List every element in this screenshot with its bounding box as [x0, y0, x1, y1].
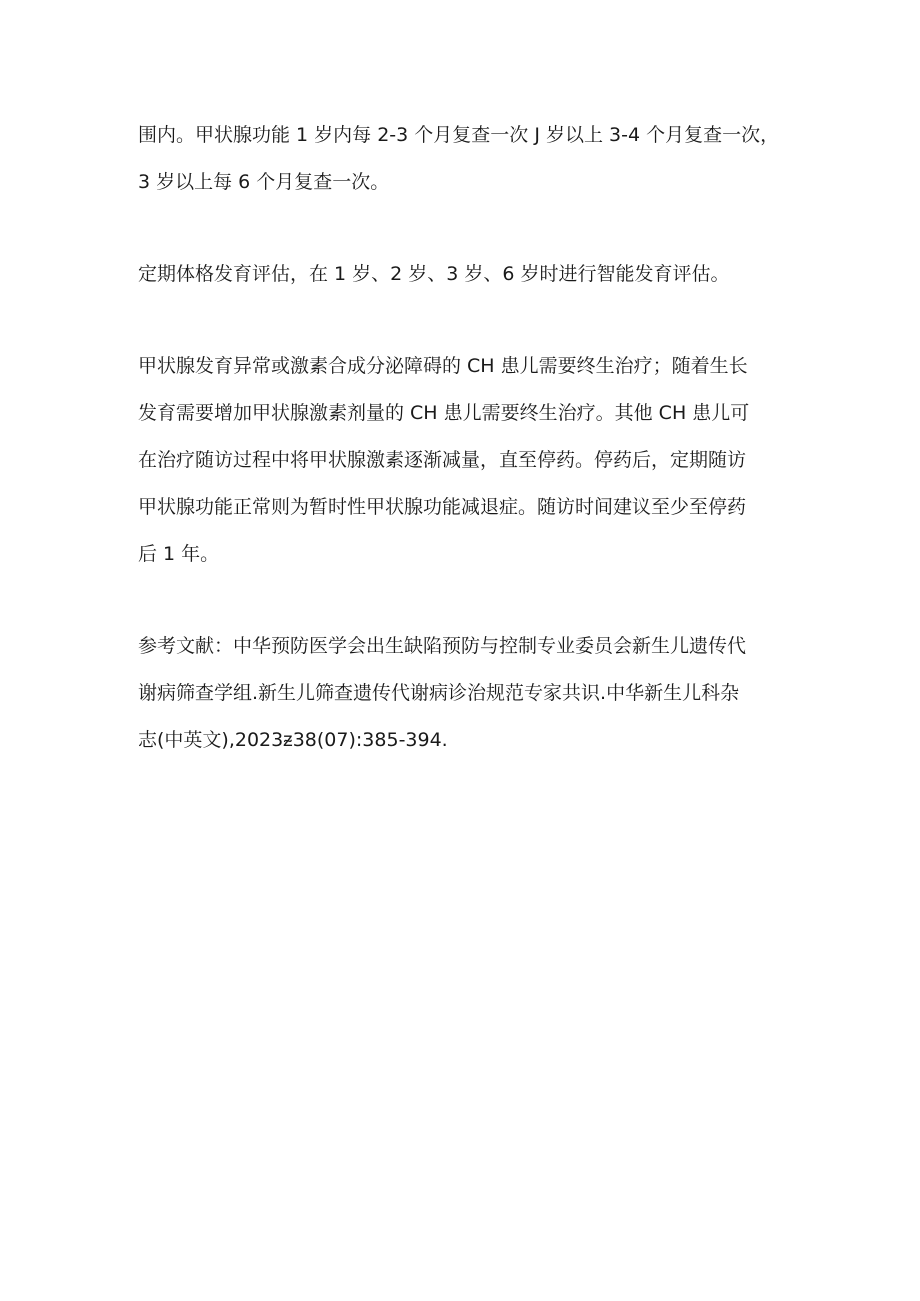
paragraph-follow-up-schedule — [138, 112, 788, 206]
text-line: 甲状腺功能正常则为暂时性甲状腺功能减退症。随访时间建议至少至停药 — [138, 496, 747, 518]
paragraph-references — [138, 623, 788, 764]
paragraph-treatment-duration — [138, 343, 788, 578]
paragraph-spacer — [138, 298, 788, 343]
text-line: 甲状腺发育异常或激素合成分泌障碍的 CH 患儿需要终生治疗；随着生长 — [138, 355, 748, 377]
text-line: 定期体格发育评估，在 1 岁、2 岁、3 岁、6 岁时进行智能发育评估。 — [138, 263, 730, 285]
text-line: 3 岁以上每 6 个月复查一次。 — [138, 171, 390, 193]
paragraph-spacer — [138, 578, 788, 623]
text-line: 志(中英文),2023ᵶ38(07):385-394. — [138, 729, 448, 751]
text-line: 在治疗随访过程中将甲状腺激素逐渐减量，直至停药。停药后，定期随访 — [138, 449, 747, 471]
text-line: 后 1 年。 — [138, 543, 220, 565]
text-line: 谢病筛查学组.新生儿筛查遗传代谢病诊治规范专家共识.中华新生儿科杂 — [138, 682, 740, 704]
paragraph-development-assessment — [138, 251, 788, 298]
paragraph-spacer — [138, 206, 788, 251]
document-body — [138, 112, 788, 764]
text-line: 发育需要增加甲状腺激素剂量的 CH 患儿需要终生治疗。其他 CH 患儿可 — [138, 402, 750, 424]
text-line: 参考文献：中华预防医学会出生缺陷预防与控制专业委员会新生儿遗传代 — [138, 635, 747, 657]
text-line: 围内。甲状腺功能 1 岁内每 2-3 个月复查一次 J 岁以上 3-4 个月复查一次， — [138, 124, 780, 146]
